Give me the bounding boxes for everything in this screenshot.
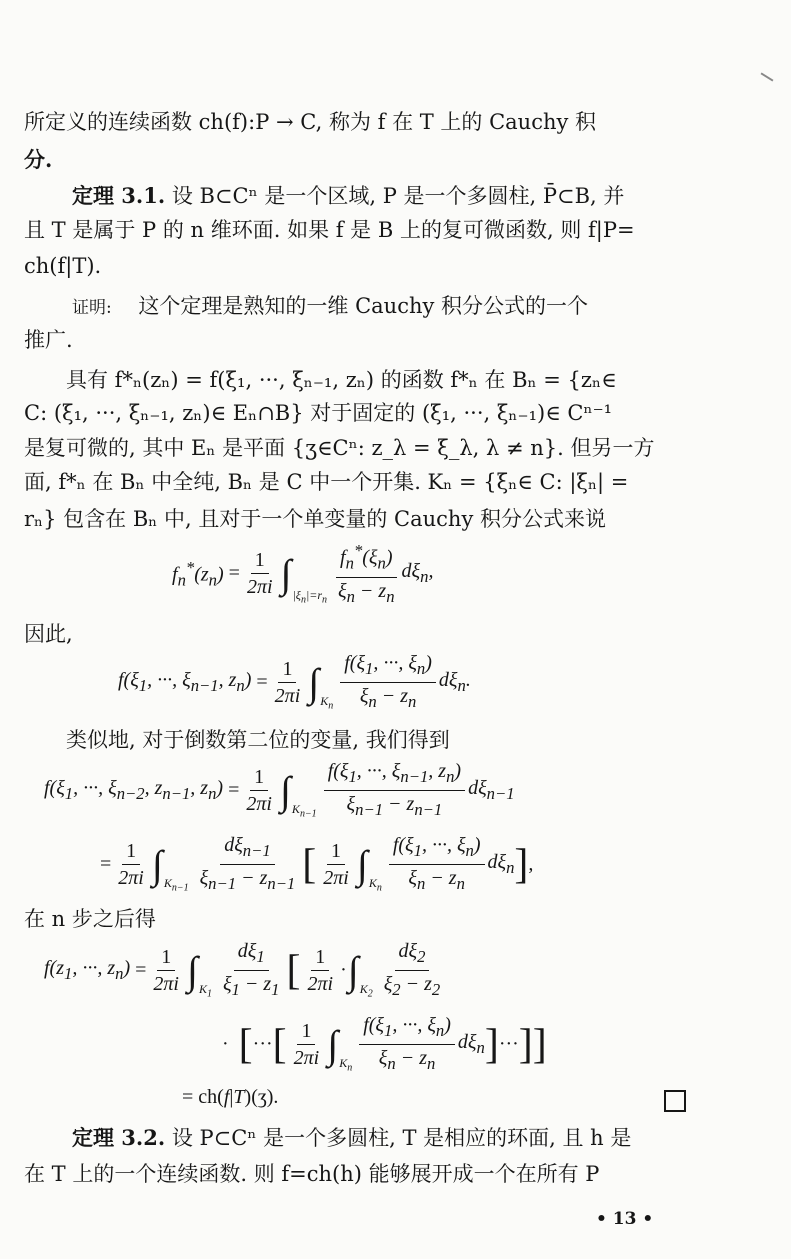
text-line: 这个定理是熟知的一维 Cauchy 积分公式的一个 bbox=[138, 294, 589, 318]
theorem-3-1-label: 定理 3.1. bbox=[72, 183, 166, 208]
text-line: 在 T 上的一个连续函数. 则 f=ch(h) 能够展开成一个在所有 P bbox=[24, 1162, 600, 1186]
text-line: ch(f|T). bbox=[24, 254, 102, 278]
text-line: 是复可微的, 其中 Eₙ 是平面 {ʒ∈Cⁿ: z_λ = ξ_λ, λ ≠ n}. 但另一方 bbox=[24, 436, 655, 460]
proof-line bbox=[72, 292, 588, 322]
text-line: C: (ξ₁, ···, ξₙ₋₁, zₙ)∈ Eₙ∩B} 对于固定的 (ξ₁, ···, ξₙ₋₁)∈ Cⁿ⁻¹ bbox=[24, 401, 613, 425]
text-line: 推广. bbox=[24, 328, 73, 352]
proof-label: 证明: bbox=[72, 298, 112, 318]
page-number: • 13 • bbox=[596, 1209, 654, 1229]
text-line: 且 T 是属于 P 的 n 维环面. 如果 f 是 B 上的复可微函数, 则 f|P= bbox=[24, 218, 635, 242]
equation-conclusion: = ch(f|T)(ʒ). bbox=[182, 1086, 279, 1108]
theorem-3-2-label: 定理 3.2. bbox=[72, 1125, 166, 1150]
theorem-line bbox=[72, 1124, 631, 1152]
text-line: rₙ} 包含在 Bₙ 中, 且对于一个单变量的 Cauchy 积分公式来说 bbox=[24, 507, 606, 531]
equation-last-variable: $f(\xi_1$, ···, $\xi_{n-1}$, $z_n$) = $\frac{1}{2\pi i}$ ∫ $K_n$ $\frac{f(\xi_1, \cdot\cdot\cdot, \xi_n)}{\xi_n - z_n}$ $d\xi_n$. bbox=[118, 652, 471, 711]
text-line: 类似地, 对于倒数第二位的变量, 我们得到 bbox=[66, 728, 450, 752]
equation-nested-integral: = $\frac{1}{2\pi i}$ ∫ $K_{n-1}$ $\frac{d\xi_{n-1}}{\xi_{n-1} - z_{n-1}}$ [ $\frac{1}{2\pi i}$ ∫ $K_n$ $\frac{f(\xi_1, \cdot\cdot\cdot, \xi_n)}{\xi_n - z_n}$ $d\xi_n$ ] , bbox=[100, 834, 534, 893]
text-line: 具有 f*ₙ(zₙ) = f(ξ₁, ···, ξₙ₋₁, zₙ) 的函数 f*ₙ 在 Bₙ = {zₙ∈ bbox=[66, 368, 617, 392]
theorem-line bbox=[72, 182, 624, 210]
qed-box bbox=[664, 1090, 686, 1112]
equation-n-step-continuation: · [ ··· [ $\frac{1}{2\pi i}$ ∫ $K_n$ $\frac{f(\xi_1, \cdot\cdot\cdot, \xi_n)}{\xi_n - z_n}$ $d\xi_n$ ] ··· ]] bbox=[222, 1014, 547, 1073]
equation-n-step-result: $f(z_1$, ···, $z_n$) = $\frac{1}{2\pi i}$ ∫ $K_1$ $\frac{d\xi_1}{\xi_1 - z_1}$ [ $\frac{1}{2\pi i}$ · ∫ $K_2$ $\frac{d\xi_2}{\xi_2 - z_2}$ bbox=[44, 940, 441, 999]
equation-cauchy-one-variable: $f_n^*(z_n)$ = $\frac{1}{2\pi i}$ ∫ $|\xi_n|=r_n$ $\frac{f_n^*(\xi_n)}{\xi_n - z_n}$ $d\xi_n$, bbox=[172, 541, 434, 606]
text-line: 设 B⊂Cⁿ 是一个区域, P 是一个多圆柱, P̄⊂B, 并 bbox=[171, 184, 625, 208]
text-line: 因此, bbox=[24, 622, 73, 646]
text-line: 面, f*ₙ 在 Bₙ 中全纯, Bₙ 是 C 中一个开集. Kₙ = {ξₙ∈ C: |ξₙ| = bbox=[24, 470, 629, 494]
text-line: 分. bbox=[24, 147, 53, 172]
text-line: 在 n 步之后得 bbox=[24, 907, 156, 931]
equation-second-last-variable: $f(\xi_1$, ···, $\xi_{n-2}$, $z_{n-1}$, $z_n$) = $\frac{1}{2\pi i}$ ∫ $K_{n-1}$ $\frac{f(\xi_1, \cdot\cdot\cdot, \xi_{n-1}, z_n)}{\xi_{n-1} - z_{n-1}}$ $d\xi_{n-1}$ bbox=[44, 760, 515, 819]
text-line: 所定义的连续函数 ch(f):P → C, 称为 f 在 T 上的 Cauchy 积 bbox=[24, 110, 597, 134]
text-line: 设 P⊂Cⁿ 是一个多圆柱, T 是相应的环面, 且 h 是 bbox=[171, 1126, 632, 1150]
margin-mark bbox=[761, 72, 774, 81]
